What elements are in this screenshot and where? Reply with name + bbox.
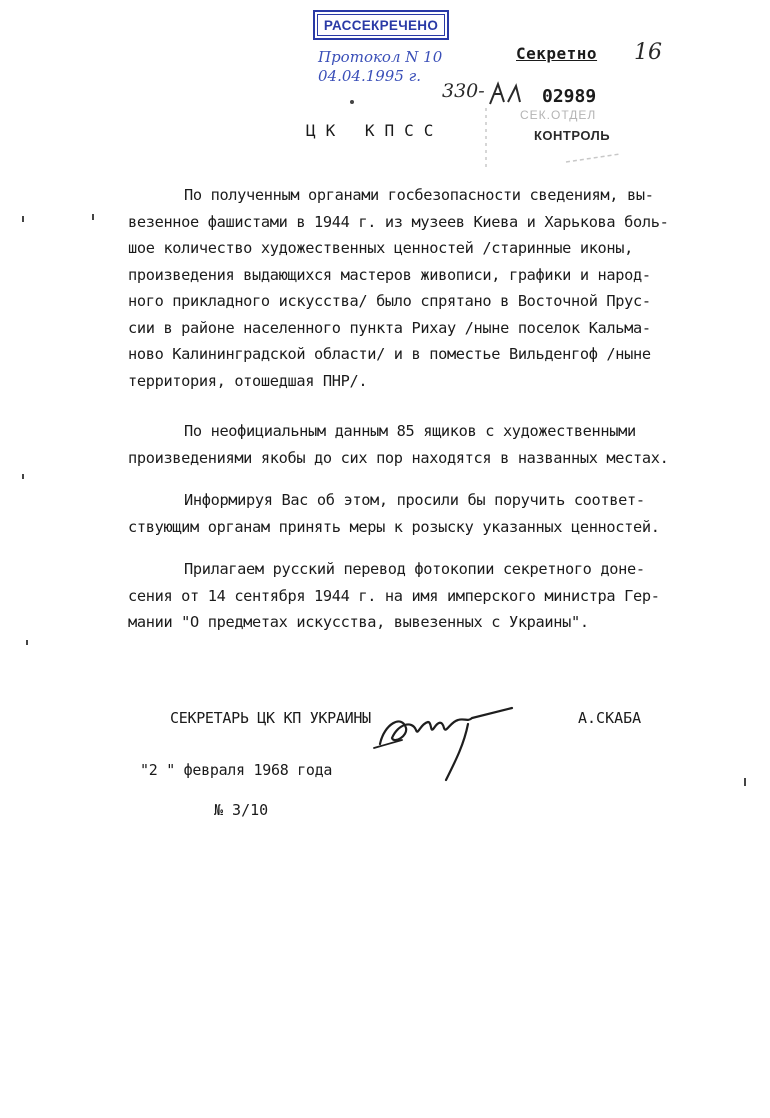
text-line: сения от 14 сентября 1944 г. на имя имперского министра Гер-: [128, 586, 660, 605]
text-line: территория, отошедшая ПНР/.: [128, 371, 368, 390]
text-line: По полученным органами госбезопасности сведениям, вы-: [184, 186, 654, 204]
paragraph-4: [128, 556, 668, 636]
signatory-name: А.СКАБА: [578, 709, 642, 727]
text-line: По неофициальным данным 85 ящиков с художественными: [184, 422, 636, 440]
document-number: № 3/10: [214, 801, 269, 819]
document-date: "2 " февраля 1968 года: [140, 761, 333, 779]
faint-stamp-frame: [480, 104, 630, 174]
scan-speck: [92, 214, 94, 220]
paragraph-2: [128, 418, 668, 471]
text-line: ного прикладного искусства/ было спрятано в Восточной Прус-: [128, 292, 651, 310]
text-line: ново Калининградской области/ и в поместье Вильденгоф /ныне: [128, 345, 651, 363]
protocol-note-line2: 04.04.1995 г.: [318, 67, 422, 85]
faint-office-stamp: СЕК.ОТДЕЛ: [520, 108, 597, 122]
text-line: мании "О предметах искусства, вывезенных с Украины".: [128, 613, 589, 631]
text-line: шое количество художественных ценностей /старинные иконы,: [128, 239, 633, 257]
text-line: произведения выдающихся мастеров живописи, графики и народ-: [128, 265, 651, 284]
control-stamp: КОНТРОЛЬ: [534, 128, 611, 143]
scan-speck: [22, 216, 24, 222]
addressee: ЦК КПСС: [306, 121, 444, 140]
text-line: ствующим органам принять меры к розыску указанных ценностей.: [128, 517, 660, 536]
page-number: 16: [634, 40, 662, 65]
paragraph-3: [128, 487, 668, 540]
text-line: сии в районе населенного пункта Рихау /ныне поселок Кальма-: [128, 318, 651, 337]
classification-label: Секретно: [516, 44, 598, 63]
signatory-title: СЕКРЕТАРЬ ЦК КП УКРАИНЫ: [170, 709, 371, 727]
registration-number: 02989: [542, 86, 597, 107]
protocol-note-line1: Протокол N 10: [318, 48, 443, 66]
scan-speck: [744, 778, 746, 786]
text-line: произведениями якобы до сих пор находятся в названных местах.: [128, 448, 669, 467]
scan-speck: [350, 100, 354, 104]
registration-prefix: 330-: [442, 80, 485, 102]
declassified-stamp: [313, 10, 449, 40]
text-line: везенное фашистами в 1944 г. из музеев Киева и Харькова боль-: [128, 212, 669, 231]
text-line: Информируя Вас об этом, просили бы поручить соответ-: [184, 491, 645, 509]
scan-speck: [22, 474, 24, 479]
declassified-stamp-text: РАССЕКРЕЧЕНО: [323, 17, 439, 33]
text-line: Прилагаем русский перевод фотокопии секретного доне-: [184, 560, 645, 578]
handwritten-signature: [372, 694, 522, 784]
scan-speck: [26, 640, 28, 645]
paragraph-1: [128, 182, 668, 394]
